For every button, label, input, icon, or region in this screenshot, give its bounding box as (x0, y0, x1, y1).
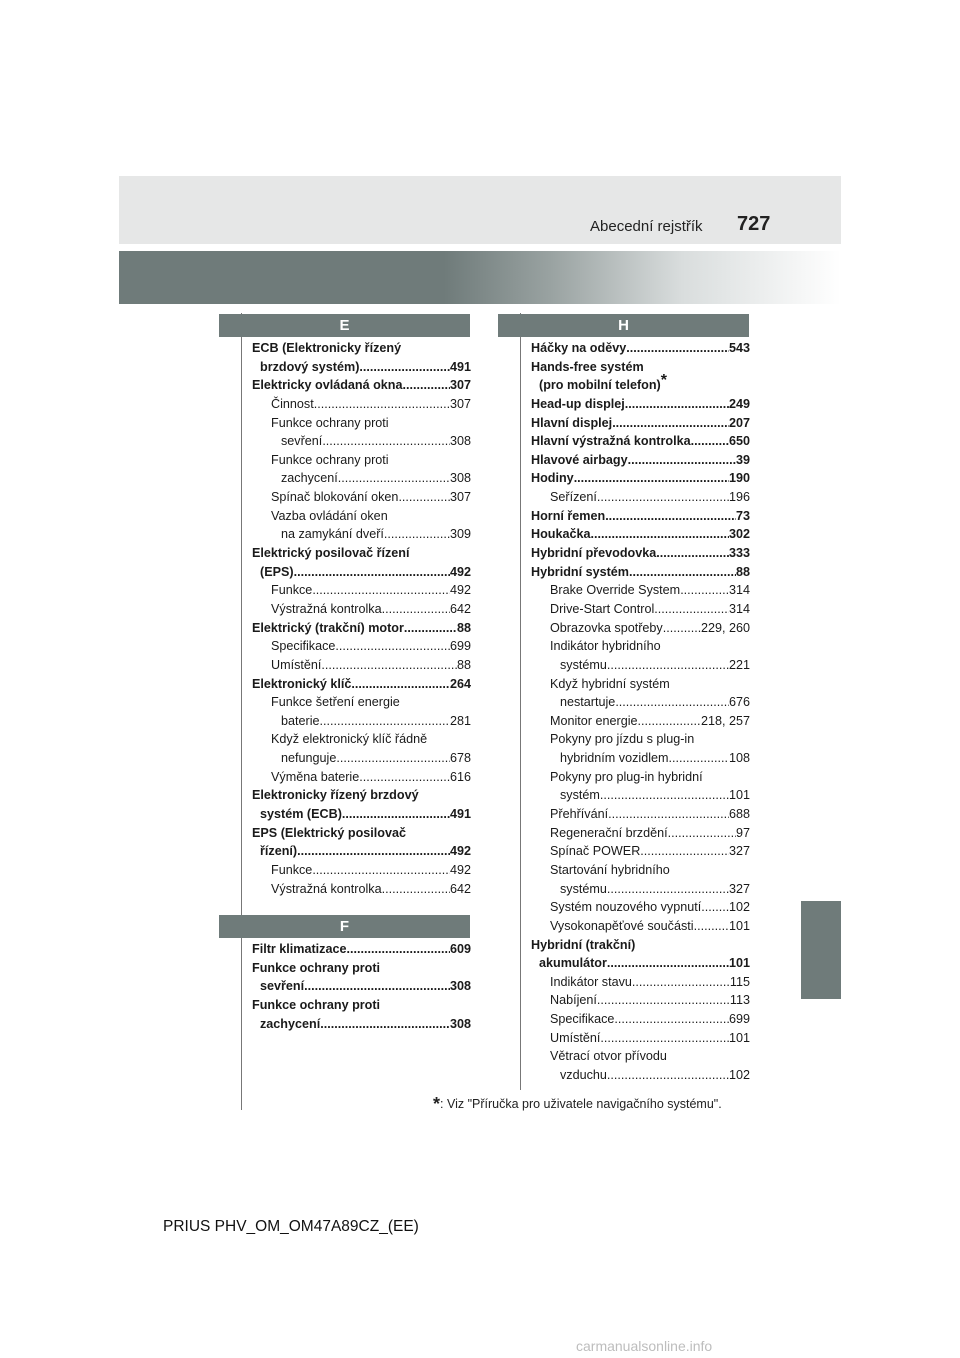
index-entry (531, 842, 750, 861)
entry-page: 491 (449, 359, 471, 374)
entry-page: 101 (728, 788, 750, 803)
index-entry (252, 977, 471, 996)
dot-leader (297, 842, 450, 861)
entry-text: Spínač blokování oken (271, 490, 399, 505)
dot-leader (600, 786, 729, 805)
dot-leader (691, 432, 729, 451)
dot-leader (338, 469, 450, 488)
entry-text: sevření (260, 979, 305, 994)
entry-page: 333 (728, 546, 750, 561)
index-entry (252, 451, 471, 470)
index-entry (531, 824, 750, 843)
index-entry (531, 730, 750, 749)
document-code: PRIUS PHV_OM_OM47A89CZ_(EE) (163, 1218, 419, 1235)
index-entry (252, 376, 471, 395)
entry-text: vzduchu (560, 1067, 607, 1082)
entry-text: hybridním vozidlem (560, 751, 669, 766)
dot-leader (359, 768, 450, 787)
index-entry (252, 432, 471, 451)
index-entry (531, 619, 750, 638)
index-entry (531, 372, 750, 395)
dot-leader (612, 414, 729, 433)
dot-leader (608, 805, 729, 824)
index-entry (531, 936, 750, 955)
entry-page: 101 (728, 956, 750, 971)
index-entry (531, 712, 750, 731)
index-entry (531, 414, 750, 433)
index-entry (531, 339, 750, 358)
entry-page: 492 (449, 583, 471, 598)
index-entry (531, 675, 750, 694)
entry-text: Hodiny (531, 471, 574, 486)
dot-leader (342, 805, 450, 824)
entry-text: systém (560, 788, 600, 803)
entry-page: 221 (728, 657, 750, 672)
dot-leader (321, 656, 457, 675)
entry-text: ECB (Elektronicky řízený (252, 341, 402, 355)
index-entry (252, 339, 471, 358)
entry-text: (EPS) (260, 564, 294, 579)
entry-text: Výměna baterie (271, 769, 360, 784)
entry-page: 616 (449, 769, 471, 784)
index-entry (252, 488, 471, 507)
entry-page: 264 (449, 676, 471, 691)
index-entry (531, 1010, 750, 1029)
entry-text: baterie (281, 713, 320, 728)
entry-text: Hands-free systém (531, 359, 644, 374)
entry-page: 307 (449, 396, 471, 411)
entry-page: 108 (728, 751, 750, 766)
entry-page: 308 (449, 1016, 471, 1031)
entry-text: Elektrický (trakční) motor (252, 620, 404, 635)
index-entry (531, 786, 750, 805)
watermark: carmanualsonline.info (576, 1338, 713, 1354)
index-entry (252, 507, 471, 526)
section-heading-h: H (498, 314, 749, 337)
dot-leader (403, 376, 450, 395)
dot-leader (336, 749, 450, 768)
entry-page: 676 (728, 695, 750, 710)
entry-text: na zamykání dveří (281, 527, 384, 542)
entry-text: zachycení (260, 1016, 321, 1031)
index-entry (531, 898, 750, 917)
column-rule-right (520, 313, 521, 1090)
entry-text: Když hybridní systém (550, 676, 670, 691)
dot-leader (668, 824, 736, 843)
dot-leader (663, 619, 701, 638)
dot-leader (574, 469, 729, 488)
entry-text: Filtr klimatizace (252, 942, 347, 956)
dot-leader (626, 339, 729, 358)
entry-text: Přehřívání (550, 807, 609, 822)
entry-page: 218, 257 (700, 713, 750, 728)
entry-text: Výstražná kontrolka (271, 881, 382, 896)
index-entry (252, 600, 471, 619)
entry-text: Elektrický posilovač řízení (252, 546, 410, 561)
index-entry (252, 786, 471, 805)
header-band (119, 251, 841, 304)
index-entry (531, 1029, 750, 1048)
index-entry (252, 996, 471, 1015)
header-title: Abecední rejstřík (590, 218, 703, 235)
entry-text: Startování hybridního (550, 862, 670, 877)
entry-page: 88 (456, 657, 471, 672)
index-entry (531, 1047, 750, 1066)
dot-leader (320, 1015, 450, 1034)
chapter-tab (801, 901, 841, 999)
dot-leader (625, 395, 729, 414)
entry-page: 314 (728, 601, 750, 616)
index-entry (531, 880, 750, 899)
index-entry (252, 824, 471, 843)
entry-text: Spínač POWER (550, 844, 641, 859)
entry-text: Nabíjení (550, 993, 597, 1008)
entry-text: Vysokonapěťové součásti (550, 918, 694, 933)
entry-page: 102 (728, 900, 750, 915)
index-entry (531, 395, 750, 414)
index-entry (252, 637, 471, 656)
entry-page: 249 (728, 396, 750, 411)
index-entry (531, 861, 750, 880)
entry-page: 314 (728, 583, 750, 598)
index-entry (531, 991, 750, 1010)
dot-leader (322, 432, 450, 451)
dot-leader (382, 600, 450, 619)
index-entry (531, 1066, 750, 1085)
entry-text: EPS (Elektrický posilovač (252, 825, 406, 840)
entry-page: 308 (449, 434, 471, 449)
entry-page: 307 (449, 490, 471, 505)
dot-leader (607, 880, 729, 899)
index-entry (252, 880, 471, 899)
entry-text: Funkce šetření energie (271, 695, 400, 710)
entry-text: Monitor energie (550, 713, 638, 728)
entry-text: Hybridní převodovka (531, 546, 657, 561)
entry-page: 642 (449, 601, 471, 616)
entry-text: Drive-Start Control (550, 601, 655, 616)
index-entry (252, 358, 471, 377)
index-entry (531, 805, 750, 824)
entry-page: 678 (449, 751, 471, 766)
dot-leader (382, 880, 450, 899)
entry-text: Head-up displej (531, 396, 625, 411)
entry-text: Funkce ochrany proti (271, 415, 389, 430)
index-entry (531, 525, 750, 544)
index-entry (531, 581, 750, 600)
footnote-marker: * (433, 1094, 441, 1114)
index-entry (531, 768, 750, 787)
entry-page: 650 (728, 434, 750, 449)
entry-page: 88 (456, 620, 471, 635)
dot-leader (347, 940, 450, 959)
entry-page: 491 (449, 807, 471, 822)
entry-text: Funkce ochrany proti (252, 960, 381, 975)
dot-leader (294, 563, 450, 582)
entry-text: brzdový systém) (260, 359, 360, 374)
index-entry (531, 544, 750, 563)
entry-text: Funkce (271, 583, 313, 598)
dot-leader (591, 525, 729, 544)
dot-leader (359, 358, 450, 377)
index-entry (252, 768, 471, 787)
dot-leader (701, 898, 729, 917)
entry-page: 492 (449, 564, 471, 579)
entry-text: Umístění (550, 1030, 601, 1045)
dot-leader (629, 563, 736, 582)
entry-page: 688 (728, 807, 750, 822)
entry-page: 609 (449, 942, 471, 956)
entry-text: nefunguje (281, 751, 337, 766)
entry-text: Hlavové airbagy (531, 452, 628, 467)
entry-text: Pokyny pro jízdu s plug-in (550, 732, 695, 747)
entry-page: 642 (449, 881, 471, 896)
footnote-text: : Viz "Příručka pro uživatele navigačního systému". (440, 1097, 722, 1111)
entry-page: 101 (728, 1030, 750, 1045)
entry-text: Větrací otvor přívodu (550, 1049, 667, 1064)
index-entry (252, 749, 471, 768)
entry-text: Pokyny pro plug-in hybridní (550, 769, 703, 784)
entry-page: 102 (728, 1067, 750, 1082)
header-bar (119, 176, 841, 244)
dot-leader (638, 712, 701, 731)
dot-leader (654, 600, 729, 619)
entry-page: 190 (728, 471, 750, 486)
entry-text: systému (560, 657, 607, 672)
entry-text: Obrazovka spotřeby (550, 620, 663, 635)
entry-text: Vazba ovládání oken (271, 508, 388, 523)
index-entry (531, 563, 750, 582)
index-entry (252, 525, 471, 544)
entry-text: Regenerační brzdění (550, 825, 668, 840)
dot-leader (669, 749, 729, 768)
index-entry (252, 619, 471, 638)
index-entry (531, 358, 750, 377)
index-entry (252, 730, 471, 749)
index-entry (531, 637, 750, 656)
entry-text: Hlavní výstražná kontrolka (531, 434, 691, 449)
entry-text: nestartuje (560, 695, 616, 710)
entry-text: Funkce ochrany proti (252, 997, 381, 1012)
index-entry (531, 917, 750, 936)
entry-text: Výstražná kontrolka (271, 601, 382, 616)
entry-page: 307 (449, 378, 471, 393)
entry-page: 39 (735, 452, 750, 467)
entry-text: Hybridní systém (531, 564, 629, 579)
entry-text: Hybridní (trakční) (531, 937, 636, 952)
entry-text: Hlavní displej (531, 415, 613, 430)
dot-leader (312, 581, 450, 600)
entry-page: 302 (728, 527, 750, 542)
entry-text: Houkačka (531, 527, 591, 542)
column-rule-left (241, 313, 242, 1110)
dot-leader (404, 619, 457, 638)
index-entry (252, 414, 471, 433)
index-entry (252, 693, 471, 712)
entry-page: 308 (449, 979, 471, 994)
entry-page: 101 (728, 918, 750, 933)
entry-page: 543 (728, 341, 750, 355)
entry-text: Indikátor hybridního (550, 639, 661, 654)
entry-text: systém (ECB) (260, 807, 342, 822)
dot-leader (597, 991, 730, 1010)
entry-text: Systém nouzového vypnutí (550, 900, 702, 915)
index-list-h (531, 339, 750, 1085)
entry-page: 309 (449, 527, 471, 542)
entry-page: 327 (728, 844, 750, 859)
entry-text: Indikátor stavu (550, 974, 632, 989)
dot-leader (628, 451, 736, 470)
index-entry (252, 581, 471, 600)
entry-page: 196 (728, 490, 750, 505)
dot-leader (614, 1010, 729, 1029)
index-entry (531, 954, 750, 973)
index-entry (531, 600, 750, 619)
entry-footnote-marker: * (660, 372, 667, 390)
entry-page: 699 (728, 1012, 750, 1027)
entry-page: 113 (729, 993, 750, 1008)
index-list-f (252, 940, 471, 1033)
entry-text: Specifikace (271, 639, 336, 654)
dot-leader (632, 973, 730, 992)
dot-leader (351, 675, 450, 694)
entry-page: 73 (735, 508, 750, 523)
entry-text: Elektronický klíč (252, 676, 352, 691)
dot-leader (694, 917, 729, 936)
index-entry (252, 395, 471, 414)
index-entry (252, 675, 471, 694)
index-entry (531, 749, 750, 768)
entry-page: 207 (728, 415, 750, 430)
entry-text: řízení) (260, 844, 298, 859)
index-entry (252, 861, 471, 880)
entry-text: Háčky na oděvy (531, 341, 627, 355)
index-entry (531, 973, 750, 992)
entry-text: Seřízení (550, 490, 597, 505)
index-entry (531, 432, 750, 451)
index-entry (531, 507, 750, 526)
dot-leader (656, 544, 729, 563)
dot-leader (680, 581, 729, 600)
index-list-e (252, 339, 471, 898)
entry-page: 699 (449, 639, 471, 654)
index-entry (252, 805, 471, 824)
dot-leader (600, 1029, 729, 1048)
dot-leader (607, 954, 729, 973)
entry-page: 492 (449, 844, 471, 859)
entry-text: Elektricky ovládaná okna (252, 378, 403, 393)
dot-leader (597, 488, 729, 507)
index-entry (531, 451, 750, 470)
entry-page: 88 (735, 564, 750, 579)
entry-page: 492 (449, 862, 471, 877)
entry-page: 97 (735, 825, 750, 840)
entry-text: Umístění (271, 657, 322, 672)
dot-leader (335, 637, 450, 656)
dot-leader (312, 861, 450, 880)
entry-text: sevření (281, 434, 323, 449)
dot-leader (384, 525, 450, 544)
index-entry (252, 712, 471, 731)
index-entry (252, 469, 471, 488)
dot-leader (607, 656, 729, 675)
section-heading-e: E (219, 314, 470, 337)
dot-leader (320, 712, 450, 731)
entry-page: 281 (449, 713, 471, 728)
index-entry (531, 693, 750, 712)
dot-leader (398, 488, 450, 507)
entry-text: Funkce ochrany proti (271, 452, 389, 467)
index-entry (531, 656, 750, 675)
entry-page: 115 (729, 974, 750, 989)
dot-leader (314, 395, 450, 414)
entry-text: (pro mobilní telefon) (539, 378, 661, 393)
entry-text: Když elektronický klíč řádně (271, 732, 428, 747)
entry-text: zachycení (281, 471, 338, 486)
dot-leader (640, 842, 729, 861)
index-entry (531, 488, 750, 507)
entry-text: Elektronicky řízený brzdový (252, 788, 419, 803)
page-number: 727 (737, 213, 771, 235)
dot-leader (605, 507, 736, 526)
dot-leader (607, 1066, 729, 1085)
entry-text: Činnost (271, 396, 314, 411)
index-entry (252, 544, 471, 563)
section-heading-f: F (219, 915, 470, 938)
entry-page: 327 (728, 881, 750, 896)
index-entry (252, 563, 471, 582)
entry-page: 308 (449, 471, 471, 486)
entry-text: systému (560, 881, 607, 896)
entry-text: Brake Override System (550, 583, 681, 598)
entry-text: akumulátor (539, 956, 607, 971)
entry-text: Horní řemen (531, 508, 606, 523)
dot-leader (615, 693, 729, 712)
index-entry (252, 656, 471, 675)
entry-text: Funkce (271, 862, 313, 877)
index-entry (252, 940, 471, 959)
entry-page: 229, 260 (700, 620, 750, 635)
entry-text: Specifikace (550, 1012, 615, 1027)
index-entry (252, 842, 471, 861)
dot-leader (304, 977, 450, 996)
index-entry (531, 469, 750, 488)
footnote (433, 1094, 722, 1115)
index-entry (252, 959, 471, 978)
index-entry (252, 1015, 471, 1034)
